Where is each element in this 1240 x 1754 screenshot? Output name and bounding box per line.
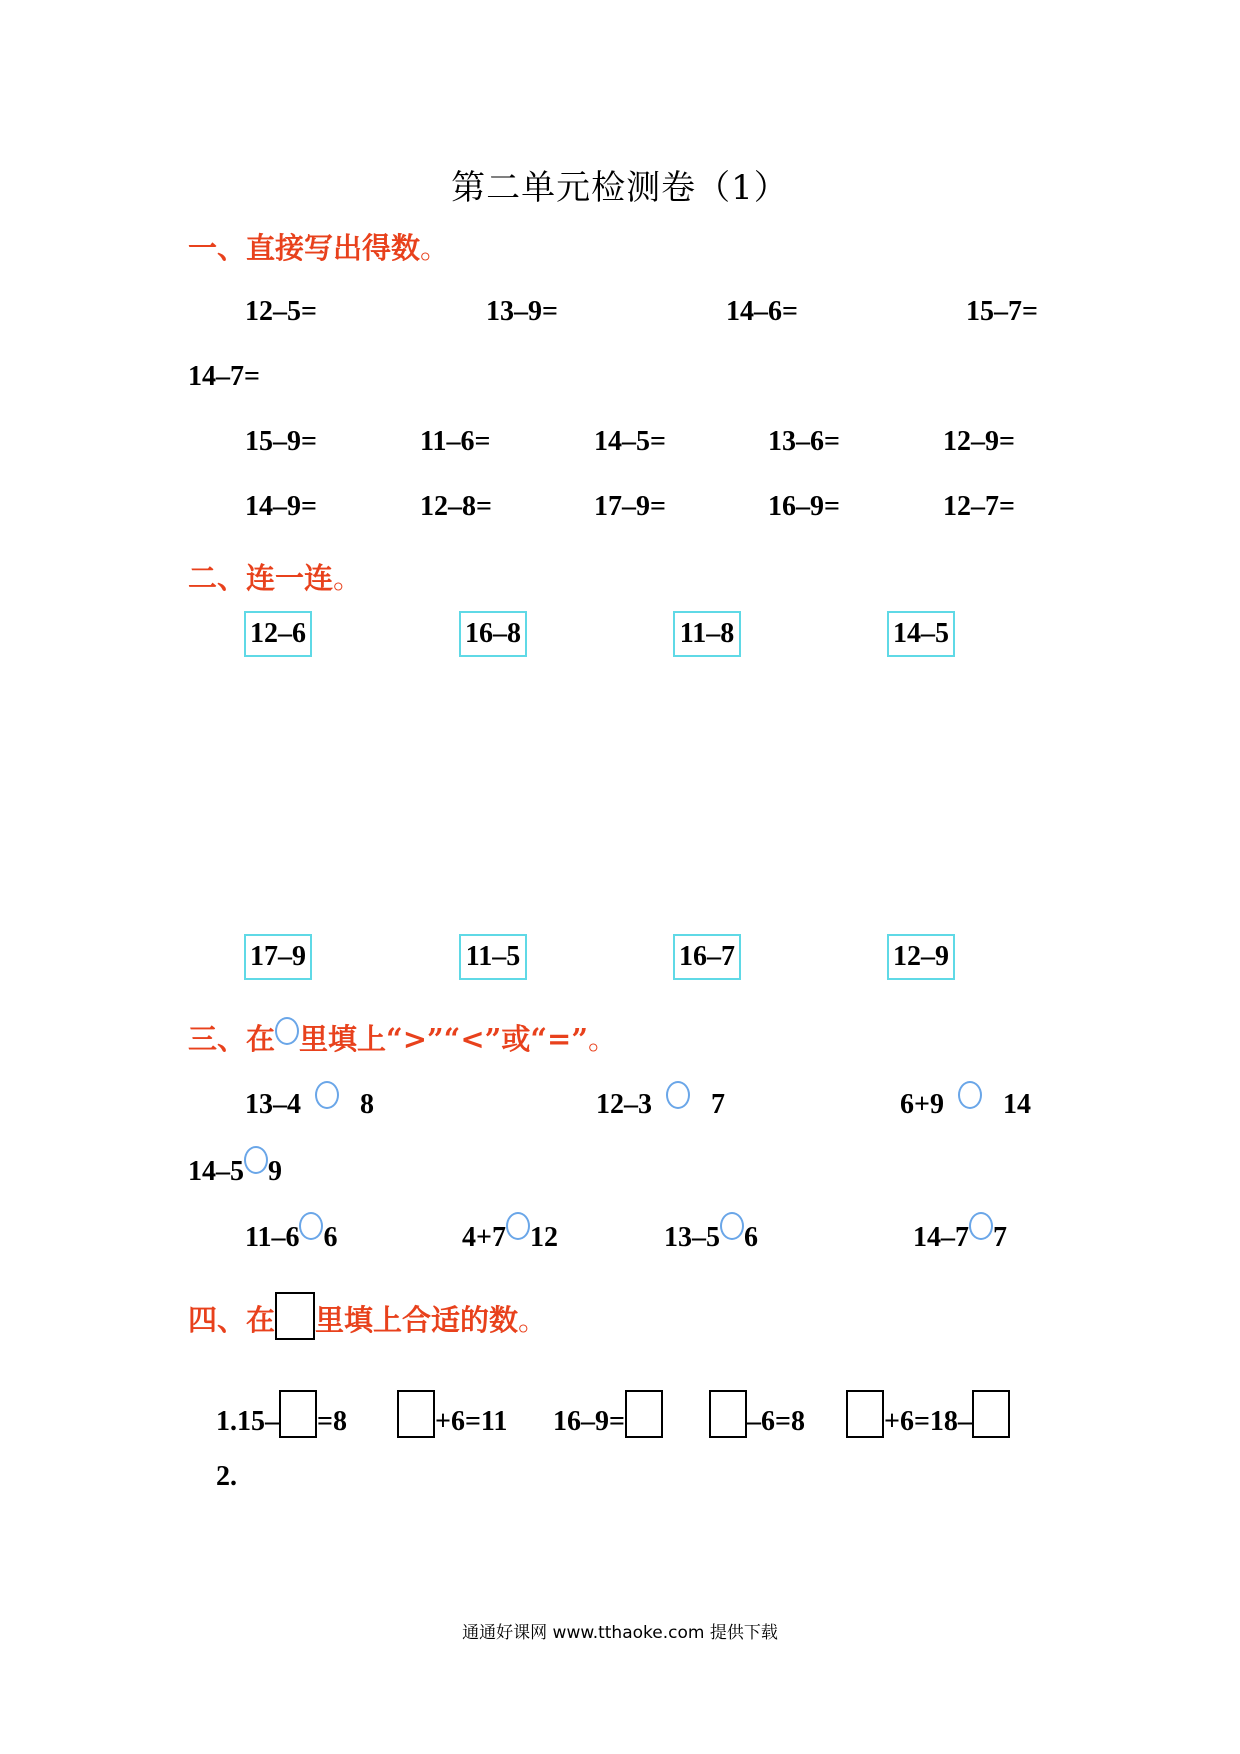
fill-box[interactable]	[972, 1390, 1010, 1438]
section-4-heading-part-b: 里填上合适的数	[315, 1303, 519, 1337]
match-box-top[interactable]: 14–5	[887, 611, 955, 657]
match-box-top[interactable]: 11–8	[673, 611, 741, 657]
fill-text: 16–9=	[553, 1406, 625, 1437]
problem: 12–7=	[943, 491, 1015, 522]
section-1-heading-dot: 。	[420, 231, 450, 265]
fill-item	[397, 1390, 507, 1438]
fill-text: +6=18–	[884, 1406, 972, 1437]
fill-box[interactable]	[397, 1390, 435, 1438]
compare-left: 6+9	[900, 1089, 944, 1120]
compare-left: 14–7	[913, 1222, 969, 1253]
page-title: 第二单元检测卷（1）	[451, 168, 789, 208]
compare-circle[interactable]	[666, 1081, 690, 1109]
compare-item	[900, 1081, 1031, 1121]
problem: 11–6=	[420, 426, 491, 457]
problem: 14–5=	[594, 426, 666, 457]
compare-circle[interactable]	[506, 1212, 530, 1240]
problem: 12–9=	[943, 426, 1015, 457]
match-box-top[interactable]: 12–6	[244, 611, 312, 657]
match-box-bottom[interactable]: 16–7	[673, 934, 741, 980]
square-icon	[275, 1292, 315, 1340]
fill-item	[709, 1390, 805, 1438]
compare-circle[interactable]	[958, 1081, 982, 1109]
match-box-top[interactable]: 16–8	[459, 611, 527, 657]
compare-right: 6	[744, 1222, 758, 1253]
section-3-heading-part-a: 三、在	[188, 1022, 276, 1056]
section-4-heading-part-a: 四、在	[188, 1303, 276, 1337]
compare-left: 4+7	[462, 1222, 506, 1253]
compare-circle[interactable]	[315, 1081, 339, 1109]
compare-item	[188, 1146, 282, 1188]
compare-circle[interactable]	[969, 1212, 993, 1240]
section-1-heading	[188, 226, 449, 267]
section-2-heading	[188, 556, 362, 597]
section-3-heading-dot: 。	[588, 1022, 618, 1056]
section-3-heading-part-b: 里填上“>”“<”或“=”	[299, 1022, 588, 1056]
fill-text: =8	[317, 1406, 347, 1437]
problem: 15–9=	[245, 426, 317, 457]
compare-circle[interactable]	[244, 1146, 268, 1174]
compare-item	[462, 1212, 558, 1254]
fill-box[interactable]	[709, 1390, 747, 1438]
question-number: 1.	[216, 1406, 237, 1437]
compare-item	[245, 1081, 374, 1121]
fill-item	[846, 1390, 1010, 1438]
compare-right: 7	[993, 1222, 1007, 1253]
match-box-bottom[interactable]: 17–9	[244, 934, 312, 980]
fill-text: +6=11	[435, 1406, 508, 1437]
problem: 12–5=	[245, 296, 317, 327]
match-box-bottom[interactable]: 11–5	[459, 934, 527, 980]
fill-box[interactable]	[846, 1390, 884, 1438]
compare-item	[913, 1212, 1007, 1254]
compare-right: 14	[1002, 1089, 1031, 1120]
problem: 13–6=	[768, 426, 840, 457]
compare-circle[interactable]	[720, 1212, 744, 1240]
match-box-bottom[interactable]: 12–9	[887, 934, 955, 980]
compare-left: 14–5	[188, 1156, 244, 1187]
fill-box[interactable]	[625, 1390, 663, 1438]
compare-left: 13–5	[664, 1222, 720, 1253]
problem: 16–9=	[768, 491, 840, 522]
section-2-heading-text: 二、连一连	[188, 561, 334, 595]
problem: 14–7=	[188, 361, 260, 392]
section-3-heading	[188, 1017, 617, 1058]
section-4-heading	[188, 1292, 547, 1340]
fill-box[interactable]	[279, 1390, 317, 1438]
fill-text: –6=8	[747, 1406, 805, 1437]
fill-item	[553, 1390, 663, 1438]
question-number: 2.	[216, 1461, 237, 1492]
compare-right: 8	[360, 1089, 374, 1120]
compare-item	[664, 1212, 758, 1254]
compare-circle[interactable]	[299, 1212, 323, 1240]
compare-left: 13–4	[245, 1089, 301, 1120]
compare-left: 12–3	[596, 1089, 652, 1120]
compare-right: 12	[529, 1222, 558, 1253]
problem: 14–6=	[726, 296, 798, 327]
compare-left: 11–6	[245, 1222, 300, 1253]
section-2-heading-dot: 。	[333, 561, 363, 595]
footer-credit: 通通好课网 www.tthaoke.com 提供下载	[462, 1623, 778, 1643]
problem: 17–9=	[594, 491, 666, 522]
circle-icon	[275, 1017, 299, 1045]
fill-text: 15–	[237, 1406, 279, 1437]
compare-right: 7	[711, 1089, 725, 1120]
problem: 14–9=	[245, 491, 317, 522]
compare-item	[245, 1212, 337, 1254]
problem: 12–8=	[420, 491, 492, 522]
problem: 13–9=	[486, 296, 558, 327]
compare-right: 9	[268, 1156, 282, 1187]
compare-right: 6	[323, 1222, 338, 1253]
fill-item	[216, 1390, 347, 1438]
section-1-heading-text: 一、直接写出得数	[188, 231, 421, 265]
section-4-heading-dot: 。	[518, 1303, 548, 1337]
compare-item	[596, 1081, 725, 1121]
problem: 15–7=	[966, 296, 1038, 327]
